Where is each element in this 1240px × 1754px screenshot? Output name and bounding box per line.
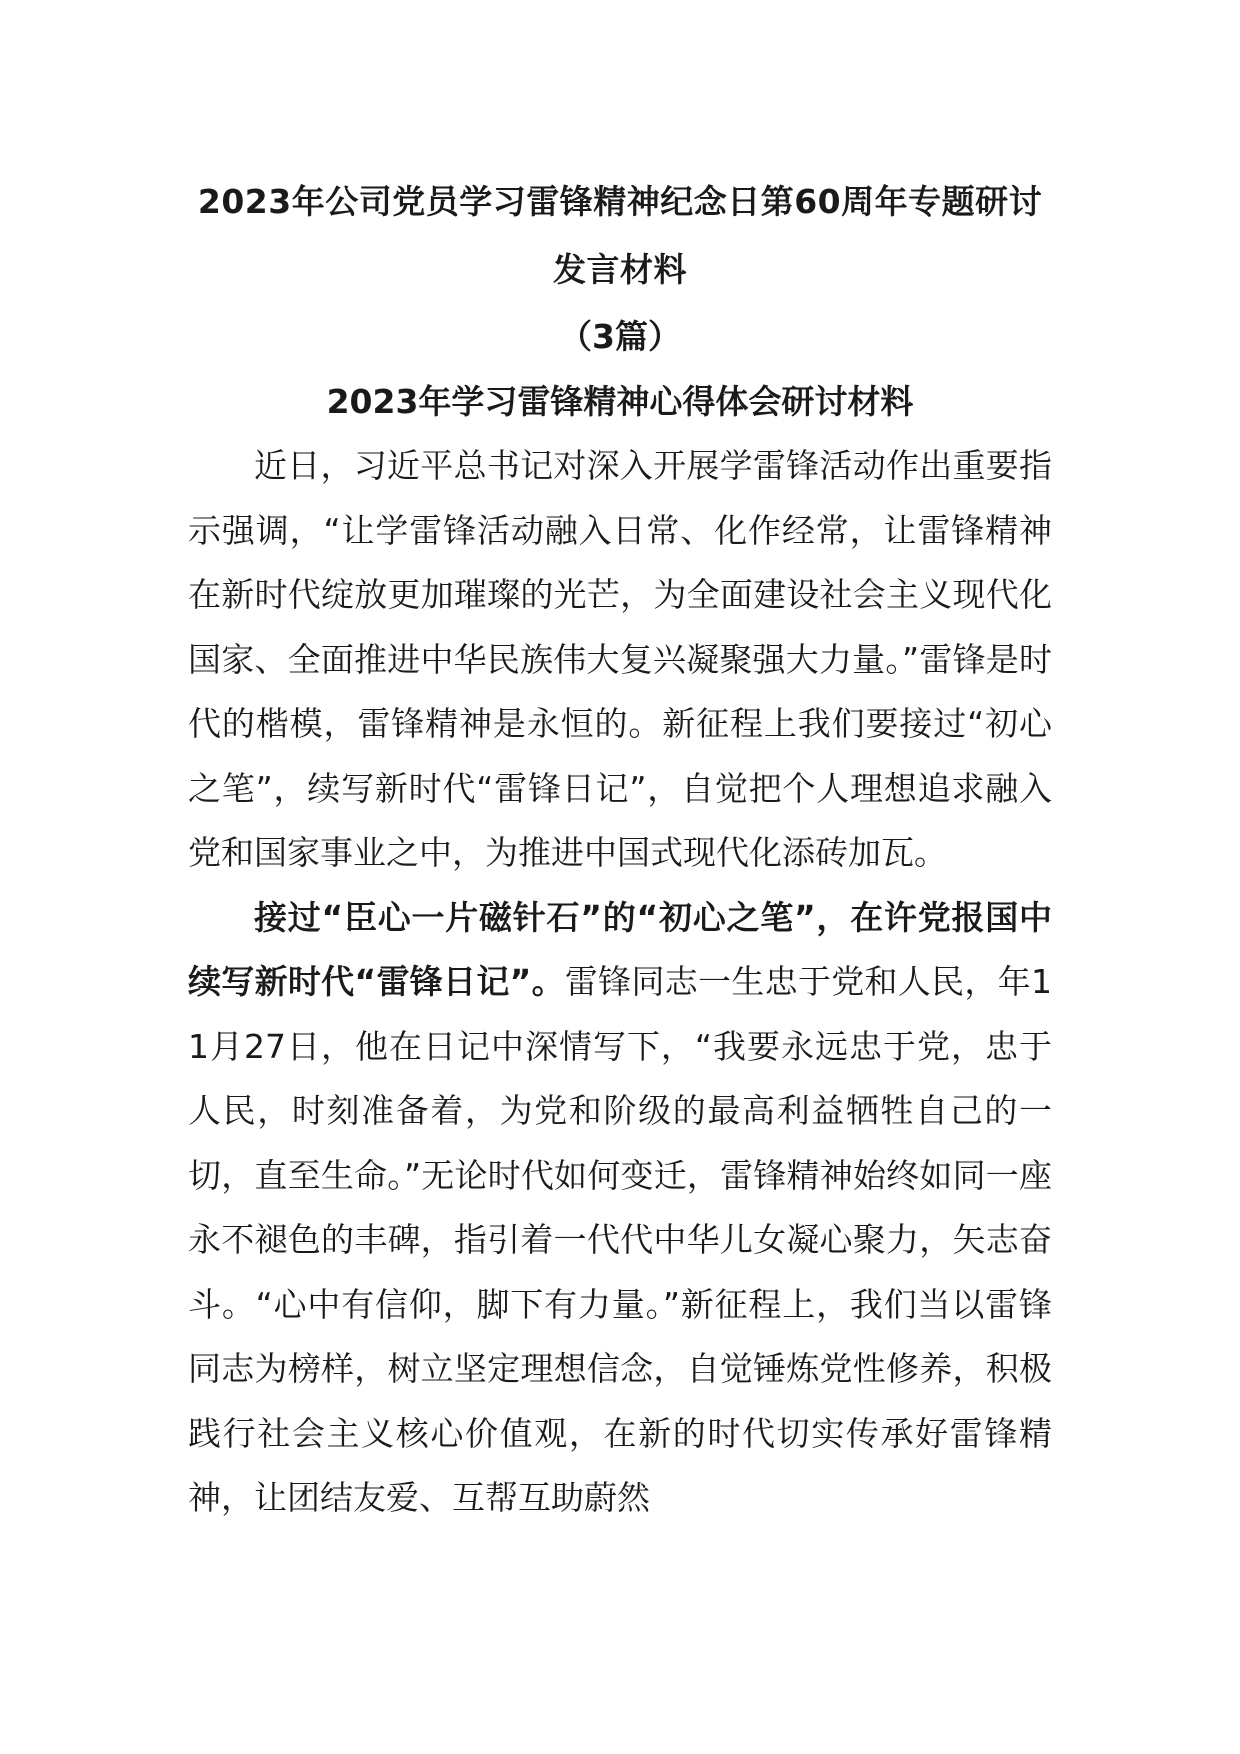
paragraph-2-lead: 接过“臣心一片磁针石”的“初心之笔”，在许党报国中续写新时代“雷锋日记”。 [188, 897, 1052, 1001]
document-page [188, 168, 1052, 1531]
paragraph-2-text: 雷锋同志一生忠于党和人民，年11月27日，他在日记中深情写下，“我要永远忠于党，忠于人民，时刻准备着，为党和阶级的最高利益牺牲自己的一切，直至生命。”无论时代如何变迁，雷锋精神始终如同一座永不褪色的丰碑，指引着一代代中华儿女凝心聚力，矢志奋斗。“心中有信仰，脚下有力量。”新征程上，我们当以雷锋同志为榜样，树立坚定理想信念，自觉锤炼党性修养，积极践行社会主义核心价值观，在新的时代切实传承好雷锋精神，让团结友爱、互帮互助蔚然 [188, 962, 1052, 1517]
article-title: 2023年学习雷锋精神心得体会研讨材料 [326, 382, 914, 421]
document-title-line-2: 发言材料 [553, 250, 687, 289]
paragraph-2 [188, 886, 1052, 1531]
paragraph-1-text: 近日，习近平总书记对深入开展学雷锋活动作出重要指示强调，“让学雷锋活动融入日常、化作经常，让雷锋精神在新时代绽放更加璀璨的光芒，为全面建设社会主义现代化国家、全面推进中华民族伟大复兴凝聚强大力量。”雷锋是时代的楷模，雷锋精神是永恒的。新征程上我们要接过“初心之笔”，续写新时代“雷锋日记”，自觉把个人理想追求融入党和国家事业之中，为推进中国式现代化添砖加瓦。 [188, 446, 1052, 872]
document-subtitle: （3篇） [559, 317, 681, 356]
document-title-line-1: 2023年公司党员学习雷锋精神纪念日第60周年专题研讨 [197, 182, 1043, 221]
paragraph-1 [188, 434, 1052, 886]
document-title [188, 168, 1052, 304]
